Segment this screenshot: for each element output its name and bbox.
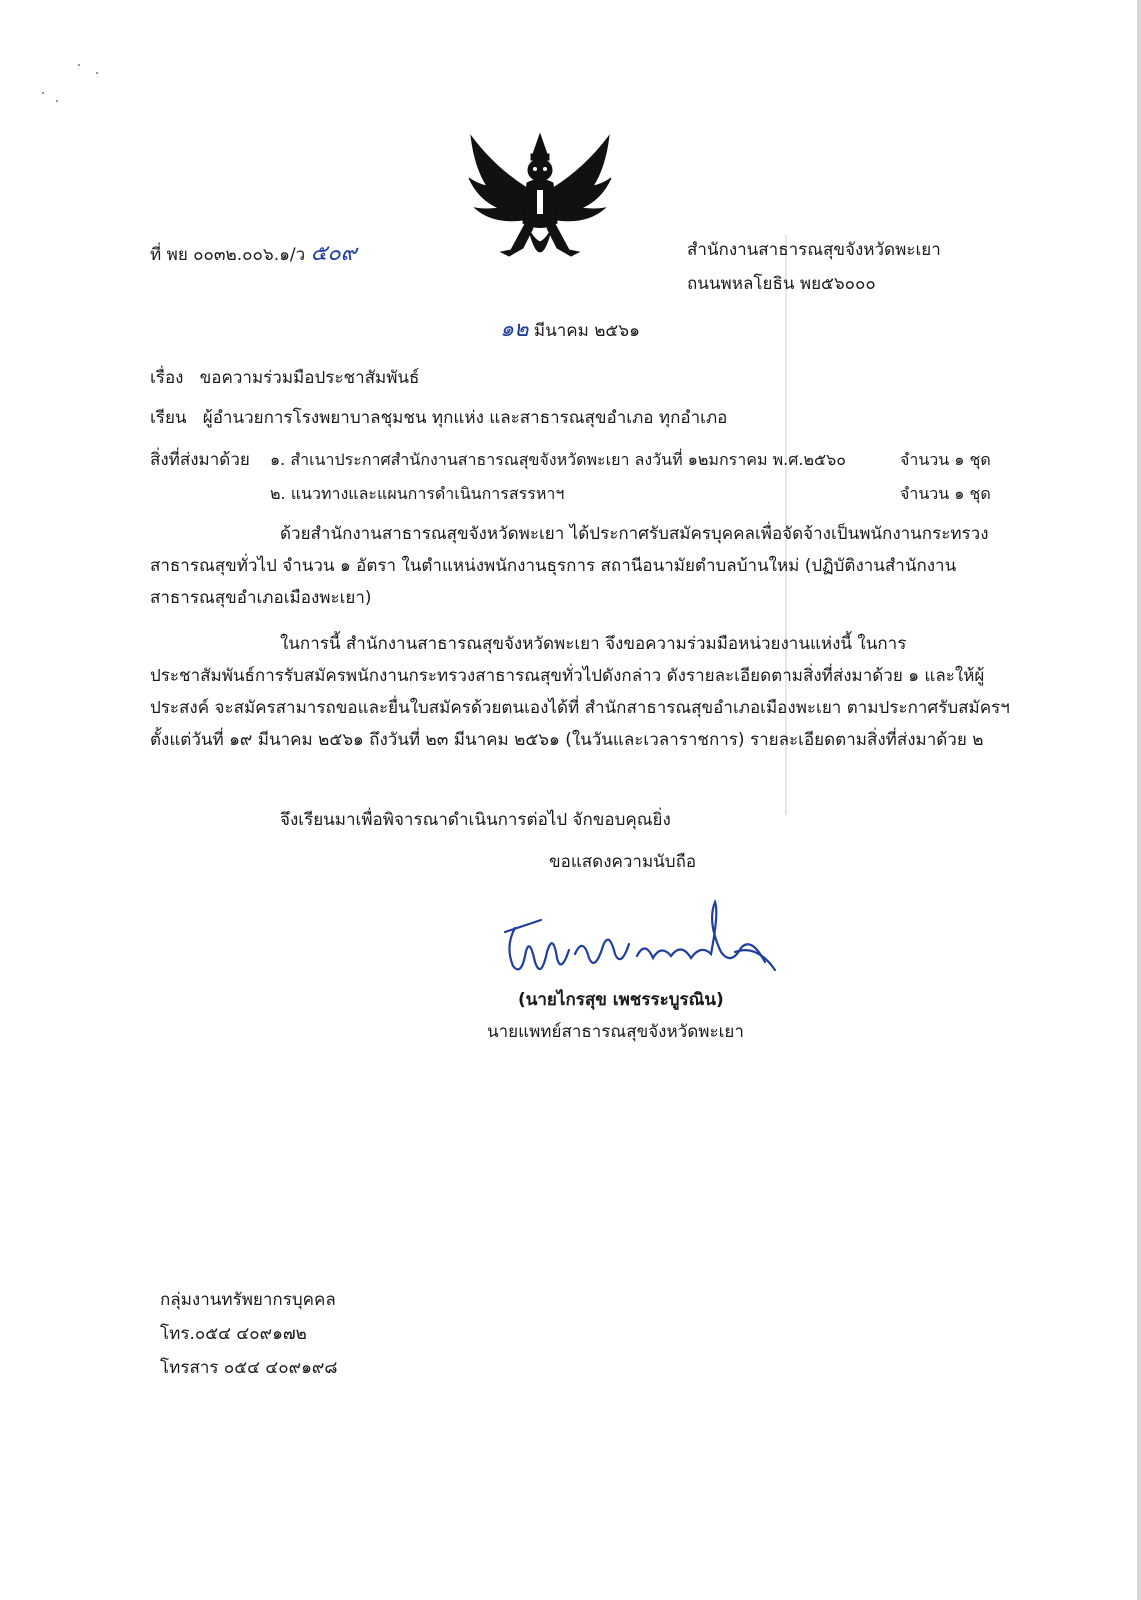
subject-label: เรื่อง xyxy=(150,368,184,388)
date-day-handwritten: ๑๒ xyxy=(500,317,529,342)
signatory-position: นายแพทย์สาธารณสุขจังหวัดพะเยา xyxy=(487,1022,744,1042)
body-paragraph-1: ด้วยสำนักงานสาธารณสุขจังหวัดพะเยา ได้ประกาศรับสมัครบุคคลเพื่อจัดจ้างเป็นพนักงานกระทรวงสาธารณสุขทั่วไป จำนวน ๑ อัตรา ในตำแหน่งพนักงานธุรการ สถานีอนามัยตำบลบ้านใหม่ (ปฏิบัติงานสำนักงานสาธารณสุขอำเภอเมืองพะเยา) xyxy=(150,524,989,608)
body-paragraph-2: ในการนี้ สำนักงานสาธารณสุขจังหวัดพะเยา จึงขอความร่วมมือหน่วยงานแห่งนี้ ในการประชาสัมพันธ์การรับสมัครพนักงานกระทรวงสาธารณสุขทั่วไปดังกล่าว ดังรายละเอียดตามสิ่งที่ส่งมาด้วย ๑ และให้ผู้ประสงค์ จะสมัครสามารถขอและยื่นใบสมัครด้วยตนเองได้ที่ สำนักสาธารณสุขอำเภอเมืองพะเยา ตามประกาศรับสมัครฯ ตั้งแต่วันที่ ๑๙ มีนาคม ๒๕๖๑ ถึงวันที่ ๒๓ มีนาคม ๒๕๖๑ (ในวันและเวลาราชการ) รายละเอียดตามสิ่งที่ส่งมาด้วย ๒ xyxy=(150,634,1010,750)
enclosure-item-1: ๑. สำเนาประกาศสำนักงานสาธารณสุขจังหวัดพะเยา ลงวันที่ ๑๒มกราคม พ.ศ.๒๕๖๐ xyxy=(270,450,847,469)
enclosures-label: สิ่งที่ส่งมาด้วย xyxy=(150,450,250,470)
subject-line xyxy=(150,366,419,390)
scan-edge xyxy=(1137,0,1141,1600)
garuda-emblem-icon xyxy=(465,128,615,278)
recipient-line xyxy=(150,406,727,430)
reference-line xyxy=(150,242,357,267)
closing-request: จึงเรียนมาเพื่อพิจารณาดำเนินการต่อไป จักขอบคุณยิ่ง xyxy=(280,810,671,830)
signatory-name: (นายไกรสุข เพชรระบูรณิน) xyxy=(518,990,724,1010)
enclosure-qty-2: จำนวน ๑ ชุด xyxy=(900,484,991,503)
footer-department: กลุ่มงานทรัพยากรบุคคล xyxy=(160,1290,336,1310)
footer-phone: โทร.๐๕๔ ๔๐๙๑๗๒ xyxy=(160,1324,307,1344)
enclosure-item-2: ๒. แนวทางและแผนการดำเนินการสรรหาฯ xyxy=(270,484,565,503)
subject-text: ขอความร่วมมือประชาสัมพันธ์ xyxy=(199,368,420,388)
office-name: สำนักงานสาธารณสุขจังหวัดพะเยา xyxy=(687,240,941,260)
salutation: ขอแสดงความนับถือ xyxy=(549,852,697,872)
reference-number-handwritten: ๕๐๙ xyxy=(310,241,357,266)
signature-icon xyxy=(495,892,785,992)
letter-date xyxy=(500,318,640,343)
recipient-text: ผู้อำนวยการโรงพยาบาลชุมชน ทุกแห่ง และสาธารณสุขอำเภอ ทุกอำเภอ xyxy=(202,408,728,428)
office-address: ถนนพหลโยธิน พย๕๖๐๐๐ xyxy=(687,274,876,294)
recipient-label: เรียน xyxy=(150,408,187,428)
footer-fax: โทรสาร ๐๕๔ ๔๐๙๑๙๘ xyxy=(160,1358,338,1378)
reference-label: ที่ พย ๐๐๓๒.๐๐๖.๑/ว xyxy=(150,245,306,265)
date-month-year: มีนาคม ๒๕๖๑ xyxy=(533,321,640,341)
enclosure-qty-1: จำนวน ๑ ชุด xyxy=(900,450,991,469)
